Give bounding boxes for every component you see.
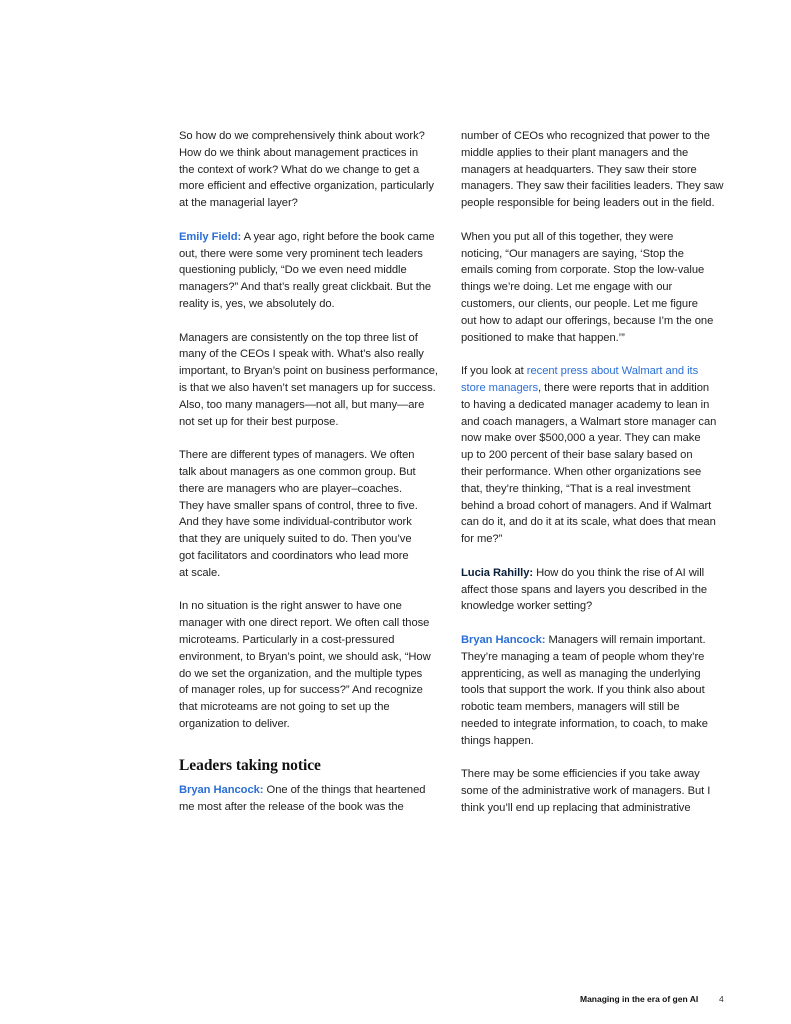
- paragraph: [179, 598, 447, 732]
- text-line: organization to deliver.: [179, 717, 290, 730]
- text-line: emails coming from corporate. Stop the low-value: [461, 264, 705, 277]
- text-line: number of CEOs who recognized that power to the: [461, 130, 710, 142]
- text-fragment: If you look at: [461, 365, 527, 378]
- text-line: [461, 632, 729, 649]
- paragraph: [179, 229, 447, 313]
- text-line: [179, 229, 447, 246]
- text-line: up to 200 percent of their base salary based on: [461, 449, 693, 462]
- text-line: knowledge worker setting?: [461, 600, 593, 613]
- text-line: to having a dedicated manager academy to lean in: [461, 398, 710, 411]
- paragraph: [461, 565, 729, 615]
- right-column: [461, 128, 729, 833]
- speaker-name: Lucia Rahilly:: [461, 566, 534, 579]
- text-line: They’re managing a team of people whom they’re: [461, 650, 705, 663]
- text-line: that microteams are not going to set up the: [179, 701, 390, 714]
- text-line: got facilitators and coordinators who lead more: [179, 549, 409, 562]
- text-line: think you’ll end up replacing that administrative: [461, 801, 691, 814]
- text-line: and coach managers, a Walmart store manager can: [461, 415, 717, 428]
- text-line: Also, too many managers—not all, but many—are: [179, 398, 425, 411]
- text-line: So how do we comprehensively think about work?: [179, 130, 425, 142]
- text-line: customers, our clients, our people. Let me figure: [461, 297, 698, 310]
- text-fragment: A year ago, right before the book came: [241, 230, 435, 243]
- text-line: some of the administrative work of managers. But I: [461, 785, 711, 798]
- text-line: me most after the release of the book was the: [179, 801, 404, 814]
- text-line: They have smaller spans of control, three to five.: [179, 499, 418, 512]
- text-line: positioned to make that happen.’”: [461, 331, 625, 344]
- text-line: there are managers who are player–coaches.: [179, 482, 403, 495]
- footer-title: Managing in the era of gen AI: [580, 994, 699, 1004]
- text-line: apprenticing, as well as managing the underlying: [461, 667, 701, 680]
- text-line: people responsible for being leaders out in the field.: [461, 197, 715, 210]
- text-line: robotic team members, managers will still be: [461, 701, 680, 714]
- paragraph: [179, 128, 447, 212]
- text-line: the context of work? What do we change to get a: [179, 163, 420, 176]
- text-line: many of the CEOs I speak with. What’s also really: [179, 348, 424, 361]
- speaker-name: Bryan Hancock:: [179, 784, 264, 797]
- text-line: not set up for their best purpose.: [179, 415, 339, 428]
- text-line: And they have some individual-contributor work: [179, 516, 412, 529]
- text-fragment: , there were reports that in addition: [538, 381, 710, 394]
- text-line: [461, 380, 729, 397]
- text-line: noticing, “Our managers are saying, ‘Stop the: [461, 247, 684, 260]
- text-line: at scale.: [179, 566, 221, 579]
- text-line: How do we think about management practices in: [179, 146, 419, 159]
- text-line: affect those spans and layers you described in the: [461, 583, 708, 596]
- text-fragment: How do you think the rise of AI will: [533, 566, 705, 579]
- text-line: out how to adapt our offerings, because I’m the one: [461, 314, 714, 327]
- text-line: reality is, yes, we absolutely do.: [179, 297, 335, 310]
- text-line: manager with one direct report. We often call those: [179, 617, 430, 630]
- text-line: [461, 565, 729, 582]
- speaker-name: Emily Field:: [179, 230, 242, 243]
- text-line: needed to integrate information, to coach, to make: [461, 717, 708, 730]
- text-line: managers?” And that’s really great clickbait. But the: [179, 281, 432, 294]
- speaker-name: Bryan Hancock:: [461, 633, 546, 646]
- text-line: managers at headquarters. They saw their store: [461, 163, 697, 176]
- text-line: now make over $500,000 a year. They can make: [461, 432, 701, 445]
- text-line: There may be some efficiencies if you take away: [461, 768, 700, 781]
- text-line: things happen.: [461, 734, 534, 747]
- text-line: questioning publicly, “Do we even need middle: [179, 264, 407, 277]
- text-line: out, there were some very prominent tech leaders: [179, 247, 423, 260]
- text-line: When you put all of this together, they were: [461, 230, 674, 243]
- text-line: that they are uniquely suited to do. Then you’ve: [179, 533, 412, 546]
- text-line: is that we also haven’t set managers up for success.: [179, 381, 436, 394]
- walmart-press-link[interactable]: store managers: [461, 381, 539, 394]
- text-line: their performance. When other organizations see: [461, 465, 702, 478]
- text-line: do we set the organization, and the multiple types: [179, 667, 423, 680]
- text-line: behind a broad cohort of managers. And if Walmart: [461, 499, 712, 512]
- text-fragment: Managers will remain important.: [545, 633, 706, 646]
- paragraph: [461, 363, 729, 548]
- text-line: There are different types of managers. We often: [179, 449, 415, 462]
- text-line: of manager roles, up for success?” And recognize: [179, 684, 423, 697]
- page-number: 4: [719, 994, 724, 1004]
- text-line: that, they’re thinking, “That is a real investment: [461, 482, 691, 495]
- paragraph: [461, 766, 729, 816]
- paragraph: [179, 447, 447, 581]
- paragraph: [179, 782, 447, 816]
- section-heading: Leaders taking notice: [179, 757, 321, 775]
- text-line: middle applies to their plant managers and the: [461, 146, 689, 159]
- text-line: In no situation is the right answer to have one: [179, 600, 402, 613]
- text-line: talk about managers as one common group. But: [179, 465, 416, 478]
- text-line: managers. They saw their facilities leaders. They saw: [461, 180, 724, 193]
- text-line: more efficient and effective organization, particularly: [179, 180, 434, 193]
- text-line: microteams. Particularly in a cost-pressured: [179, 633, 395, 646]
- text-fragment: One of the things that heartened: [263, 784, 426, 797]
- paragraph: [461, 229, 729, 347]
- text-line: things we’re doing. Let me engage with our: [461, 281, 673, 294]
- text-line: important, to Bryan’s point on business performance,: [179, 365, 438, 378]
- text-line: Managers are consistently on the top three list of: [179, 331, 418, 344]
- text-line: can do it, and do it at its scale, what does that mean: [461, 516, 716, 529]
- text-line: tools that support the work. If you think also about: [461, 684, 705, 697]
- text-line: environment, to Bryan’s point, we should ask, “How: [179, 650, 431, 663]
- paragraph: [461, 128, 729, 212]
- left-column: [179, 128, 447, 833]
- text-line: [179, 782, 447, 799]
- paragraph: [461, 632, 729, 750]
- paragraph: [179, 330, 447, 431]
- text-line: for me?”: [461, 533, 503, 546]
- walmart-press-link[interactable]: recent press about Walmart and its: [526, 365, 699, 378]
- text-line: at the managerial layer?: [179, 197, 298, 210]
- text-line: [461, 363, 729, 380]
